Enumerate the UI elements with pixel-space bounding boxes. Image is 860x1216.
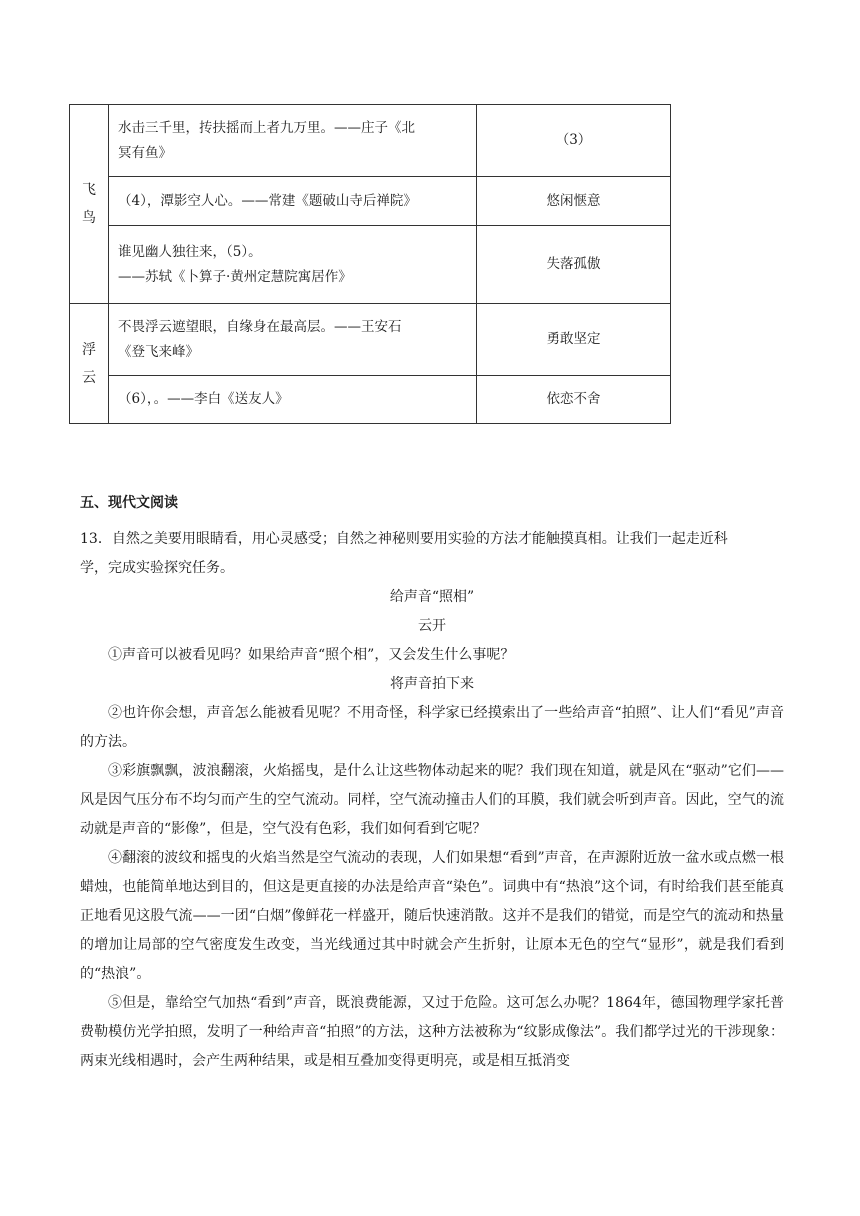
group-label-char: 飞 bbox=[82, 182, 96, 198]
paragraph-2: ②也许你会想，声音怎么能被看见呢？不用奇怪，科学家已经摸索出了一些给声音“拍照”、让人们“看见”声音的方法。 bbox=[80, 705, 784, 750]
paragraph-1: ①声音可以被看见吗？如果给声音“照个相”，又会发生什么事呢？ bbox=[108, 647, 515, 663]
question-13 bbox=[80, 525, 784, 1076]
quote-cell bbox=[109, 304, 477, 376]
paragraph-4: ④翻滚的波纹和摇曳的火焰当然是空气流动的表现，人们如果想“看到”声音，在声源附近放一盆水或点燃一根蜡烛，也能简单地达到目的，但这是更直接的办法是给声音“染色”。词典中有“热浪”这个词，有时给我们甚至能真正地看见这股气流——一团“白烟”像鲜花一样盛开，随后快速消散。这并不是我们的错觉，而是空气的流动和热量的增加让局部的空气密度发生改变，当光线通过其中时就会产生折射，让原本无色的空气“显形”，就是我们看到的“热浪”。 bbox=[80, 850, 784, 982]
quote-cell bbox=[109, 376, 477, 424]
quote-line: ——苏轼《卜算子·黄州定慧院寓居作》 bbox=[118, 268, 352, 285]
section-title: 五、现代文阅读 bbox=[80, 495, 178, 511]
group-label-char: 云 bbox=[82, 369, 96, 386]
group-label-clouds bbox=[70, 304, 109, 424]
group-label-char: 浮 bbox=[82, 341, 96, 358]
quote-line: 冥有鱼》 bbox=[118, 144, 172, 161]
paragraph-3: ③彩旗飘飘，波浪翻滚，火焰摇曳，是什么让这些物体动起来的呢？我们现在知道，就是风在“驱动”它们——风是因气压分布不均匀而产生的空气流动。同样，空气流动撞击人们的耳膜，我们就会听到声音。因此，空气的流动就是声音的“影像”，但是，空气没有色彩，我们如何看到它呢？ bbox=[80, 763, 784, 837]
quote-line: 谁见幽人独往来，（5）。 bbox=[118, 243, 262, 260]
quote-cell bbox=[109, 177, 477, 226]
emotion-cell: 悠闲惬意 bbox=[477, 177, 671, 226]
group-label-char: 鸟 bbox=[82, 210, 96, 226]
poem-emotion-table bbox=[69, 104, 671, 424]
quote-cell bbox=[109, 226, 477, 304]
group-label-birds bbox=[70, 105, 109, 304]
quote-line: （6），。——李白《送友人》 bbox=[118, 391, 289, 407]
article-subtitle: 将声音拍下来 bbox=[390, 676, 474, 692]
quote-line: 《登飞来峰》 bbox=[118, 343, 199, 360]
article-title: 给声音“照相” bbox=[389, 589, 475, 605]
emotion-cell: 失落孤傲 bbox=[477, 226, 671, 304]
emotion-cell: 勇敢坚定 bbox=[477, 304, 671, 376]
question-intro: 学，完成实验探究任务。 bbox=[80, 560, 234, 576]
paragraph-5: ⑤但是，靠给空气加热“看到”声音，既浪费能源，又过于危险。这可怎么办呢？1864年，德国物理学家托普费勒模仿光学拍照，发明了一种给声音“拍照”的方法，这种方法被称为“纹影成像法”。我们都学过光的干涉现象：两束光线相遇时，会产生两种结果，或是相互叠加变得更明亮，或是相互抵消变 bbox=[80, 995, 784, 1069]
quote-line: （4），潭影空人心。——常建《题破山寺后禅院》 bbox=[118, 192, 417, 209]
quote-cell bbox=[109, 105, 477, 177]
emotion-cell: 依恋不舍 bbox=[477, 376, 671, 424]
article-author: 云开 bbox=[418, 618, 446, 634]
emotion-cell: （3） bbox=[477, 105, 671, 177]
quote-line: 不畏浮云遮望眼，自缘身在最高层。——王安石 bbox=[118, 318, 402, 335]
quote-line: 水击三千里，抟扶摇而上者九万里。——庄子《北 bbox=[118, 119, 415, 136]
question-intro: 13．自然之美要用眼睛看，用心灵感受；自然之神秘则要用实验的方法才能触摸真相。让我们一起走近科 bbox=[80, 531, 728, 547]
